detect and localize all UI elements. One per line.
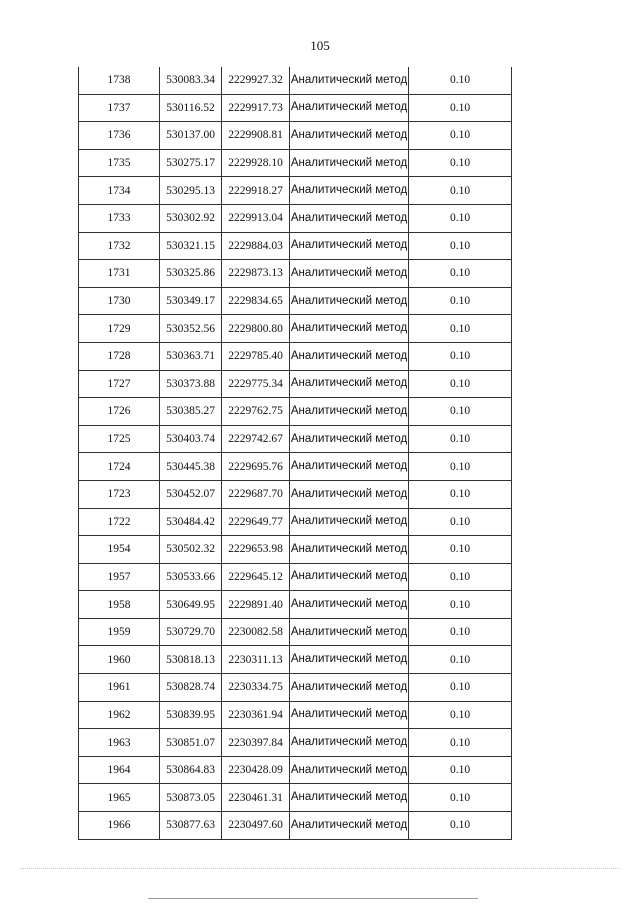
x-coordinate-cell: 530729.70 — [160, 618, 222, 646]
y-coordinate-cell: 2229742.67 — [222, 425, 290, 453]
point-number-cell: 1727 — [79, 370, 160, 398]
accuracy-cell: 0.10 — [409, 149, 512, 177]
y-coordinate-cell: 2229800.80 — [222, 315, 290, 343]
x-coordinate-cell: 530325.86 — [160, 260, 222, 288]
point-number-cell: 1725 — [79, 425, 160, 453]
x-coordinate-cell: 530275.17 — [160, 149, 222, 177]
x-coordinate-cell: 530649.95 — [160, 591, 222, 619]
accuracy-cell: 0.10 — [409, 204, 512, 232]
point-number-cell: 1734 — [79, 177, 160, 205]
method-cell: Аналитический метод — [290, 812, 409, 840]
point-number-cell: 1738 — [79, 67, 160, 94]
method-cell: Аналитический метод — [290, 315, 409, 343]
table-row — [79, 508, 512, 536]
method-cell: Аналитический метод — [290, 701, 409, 729]
accuracy-cell: 0.10 — [409, 591, 512, 619]
point-number-cell: 1966 — [79, 812, 160, 840]
point-number-cell: 1733 — [79, 204, 160, 232]
x-coordinate-cell: 530321.15 — [160, 232, 222, 260]
method-cell: Аналитический метод — [290, 94, 409, 122]
accuracy-cell: 0.10 — [409, 729, 512, 757]
point-number-cell: 1964 — [79, 756, 160, 784]
method-cell: Аналитический метод — [290, 122, 409, 150]
method-cell: Аналитический метод — [290, 756, 409, 784]
table-row — [79, 370, 512, 398]
y-coordinate-cell: 2229913.04 — [222, 204, 290, 232]
x-coordinate-cell: 530385.27 — [160, 398, 222, 426]
accuracy-cell: 0.10 — [409, 342, 512, 370]
point-number-cell: 1726 — [79, 398, 160, 426]
y-coordinate-cell: 2229927.32 — [222, 67, 290, 94]
x-coordinate-cell: 530864.83 — [160, 756, 222, 784]
method-cell: Аналитический метод — [290, 342, 409, 370]
accuracy-cell: 0.10 — [409, 177, 512, 205]
method-cell: Аналитический метод — [290, 453, 409, 481]
point-number-cell: 1963 — [79, 729, 160, 757]
y-coordinate-cell: 2230311.13 — [222, 646, 290, 674]
point-number-cell: 1731 — [79, 260, 160, 288]
x-coordinate-cell: 530302.92 — [160, 204, 222, 232]
x-coordinate-cell: 530373.88 — [160, 370, 222, 398]
y-coordinate-cell: 2230461.31 — [222, 784, 290, 812]
x-coordinate-cell: 530349.17 — [160, 287, 222, 315]
point-number-cell: 1960 — [79, 646, 160, 674]
y-coordinate-cell: 2229687.70 — [222, 480, 290, 508]
method-cell: Аналитический метод — [290, 480, 409, 508]
x-coordinate-cell: 530403.74 — [160, 425, 222, 453]
table-row — [79, 287, 512, 315]
method-cell: Аналитический метод — [290, 232, 409, 260]
accuracy-cell: 0.10 — [409, 453, 512, 481]
table-row — [79, 260, 512, 288]
y-coordinate-cell: 2229695.76 — [222, 453, 290, 481]
point-number-cell: 1958 — [79, 591, 160, 619]
point-number-cell: 1736 — [79, 122, 160, 150]
x-coordinate-cell: 530116.52 — [160, 94, 222, 122]
y-coordinate-cell: 2229775.34 — [222, 370, 290, 398]
x-coordinate-cell: 530873.05 — [160, 784, 222, 812]
table-row — [79, 342, 512, 370]
x-coordinate-cell: 530137.00 — [160, 122, 222, 150]
point-number-cell: 1954 — [79, 536, 160, 564]
y-coordinate-cell: 2230397.84 — [222, 729, 290, 757]
y-coordinate-cell: 2229873.13 — [222, 260, 290, 288]
point-number-cell: 1730 — [79, 287, 160, 315]
table-row — [79, 67, 512, 94]
table-row — [79, 315, 512, 343]
table-row — [79, 784, 512, 812]
accuracy-cell: 0.10 — [409, 536, 512, 564]
accuracy-cell: 0.10 — [409, 287, 512, 315]
accuracy-cell: 0.10 — [409, 260, 512, 288]
scan-artifact-line — [20, 862, 620, 869]
accuracy-cell: 0.10 — [409, 480, 512, 508]
accuracy-cell: 0.10 — [409, 508, 512, 536]
method-cell: Аналитический метод — [290, 370, 409, 398]
point-number-cell: 1724 — [79, 453, 160, 481]
y-coordinate-cell: 2230497.60 — [222, 812, 290, 840]
y-coordinate-cell: 2229918.27 — [222, 177, 290, 205]
x-coordinate-cell: 530851.07 — [160, 729, 222, 757]
method-cell: Аналитический метод — [290, 784, 409, 812]
x-coordinate-cell: 530839.95 — [160, 701, 222, 729]
y-coordinate-cell: 2230334.75 — [222, 674, 290, 702]
x-coordinate-cell: 530083.34 — [160, 67, 222, 94]
y-coordinate-cell: 2229645.12 — [222, 563, 290, 591]
accuracy-cell: 0.10 — [409, 618, 512, 646]
y-coordinate-cell: 2230428.09 — [222, 756, 290, 784]
method-cell: Аналитический метод — [290, 425, 409, 453]
coordinates-table — [78, 67, 512, 840]
table-row — [79, 204, 512, 232]
method-cell: Аналитический метод — [290, 287, 409, 315]
accuracy-cell: 0.10 — [409, 425, 512, 453]
method-cell: Аналитический метод — [290, 508, 409, 536]
point-number-cell: 1722 — [79, 508, 160, 536]
method-cell: Аналитический метод — [290, 674, 409, 702]
accuracy-cell: 0.10 — [409, 646, 512, 674]
point-number-cell: 1965 — [79, 784, 160, 812]
point-number-cell: 1729 — [79, 315, 160, 343]
x-coordinate-cell: 530452.07 — [160, 480, 222, 508]
method-cell: Аналитический метод — [290, 204, 409, 232]
y-coordinate-cell: 2229884.03 — [222, 232, 290, 260]
table-body — [79, 67, 512, 839]
method-cell: Аналитический метод — [290, 563, 409, 591]
table-row — [79, 729, 512, 757]
method-cell: Аналитический метод — [290, 177, 409, 205]
table-row — [79, 149, 512, 177]
accuracy-cell: 0.10 — [409, 674, 512, 702]
table-row — [79, 674, 512, 702]
method-cell: Аналитический метод — [290, 729, 409, 757]
method-cell: Аналитический метод — [290, 591, 409, 619]
method-cell: Аналитический метод — [290, 149, 409, 177]
x-coordinate-cell: 530828.74 — [160, 674, 222, 702]
point-number-cell: 1961 — [79, 674, 160, 702]
method-cell: Аналитический метод — [290, 260, 409, 288]
method-cell: Аналитический метод — [290, 67, 409, 94]
table-row — [79, 94, 512, 122]
x-coordinate-cell: 530533.66 — [160, 563, 222, 591]
table-row — [79, 701, 512, 729]
accuracy-cell: 0.10 — [409, 94, 512, 122]
table-row — [79, 425, 512, 453]
table-row — [79, 232, 512, 260]
table-row — [79, 646, 512, 674]
page-number: 105 — [310, 38, 330, 53]
table-row — [79, 480, 512, 508]
point-number-cell: 1957 — [79, 563, 160, 591]
y-coordinate-cell: 2230361.94 — [222, 701, 290, 729]
method-cell: Аналитический метод — [290, 618, 409, 646]
y-coordinate-cell: 2229928.10 — [222, 149, 290, 177]
point-number-cell: 1732 — [79, 232, 160, 260]
accuracy-cell: 0.10 — [409, 122, 512, 150]
method-cell: Аналитический метод — [290, 398, 409, 426]
x-coordinate-cell: 530445.38 — [160, 453, 222, 481]
page-bottom-rule — [148, 898, 478, 899]
y-coordinate-cell: 2229649.77 — [222, 508, 290, 536]
table-row — [79, 536, 512, 564]
point-number-cell: 1723 — [79, 480, 160, 508]
table-row — [79, 177, 512, 205]
x-coordinate-cell: 530484.42 — [160, 508, 222, 536]
table-row — [79, 756, 512, 784]
table-row — [79, 453, 512, 481]
y-coordinate-cell: 2229891.40 — [222, 591, 290, 619]
table-row — [79, 122, 512, 150]
accuracy-cell: 0.10 — [409, 701, 512, 729]
method-cell: Аналитический метод — [290, 536, 409, 564]
accuracy-cell: 0.10 — [409, 398, 512, 426]
table-row — [79, 563, 512, 591]
point-number-cell: 1962 — [79, 701, 160, 729]
y-coordinate-cell: 2230082.58 — [222, 618, 290, 646]
table-row — [79, 591, 512, 619]
y-coordinate-cell: 2229917.73 — [222, 94, 290, 122]
x-coordinate-cell: 530502.32 — [160, 536, 222, 564]
y-coordinate-cell: 2229908.81 — [222, 122, 290, 150]
point-number-cell: 1728 — [79, 342, 160, 370]
y-coordinate-cell: 2229834.65 — [222, 287, 290, 315]
accuracy-cell: 0.10 — [409, 232, 512, 260]
x-coordinate-cell: 530295.13 — [160, 177, 222, 205]
x-coordinate-cell: 530818.13 — [160, 646, 222, 674]
y-coordinate-cell: 2229762.75 — [222, 398, 290, 426]
y-coordinate-cell: 2229653.98 — [222, 536, 290, 564]
accuracy-cell: 0.10 — [409, 812, 512, 840]
point-number-cell: 1735 — [79, 149, 160, 177]
y-coordinate-cell: 2229785.40 — [222, 342, 290, 370]
x-coordinate-cell: 530877.63 — [160, 812, 222, 840]
accuracy-cell: 0.10 — [409, 67, 512, 94]
point-number-cell: 1737 — [79, 94, 160, 122]
accuracy-cell: 0.10 — [409, 315, 512, 343]
table-row — [79, 618, 512, 646]
table-row — [79, 812, 512, 840]
accuracy-cell: 0.10 — [409, 370, 512, 398]
method-cell: Аналитический метод — [290, 646, 409, 674]
accuracy-cell: 0.10 — [409, 784, 512, 812]
accuracy-cell: 0.10 — [409, 756, 512, 784]
point-number-cell: 1959 — [79, 618, 160, 646]
x-coordinate-cell: 530352.56 — [160, 315, 222, 343]
accuracy-cell: 0.10 — [409, 563, 512, 591]
x-coordinate-cell: 530363.71 — [160, 342, 222, 370]
table-row — [79, 398, 512, 426]
